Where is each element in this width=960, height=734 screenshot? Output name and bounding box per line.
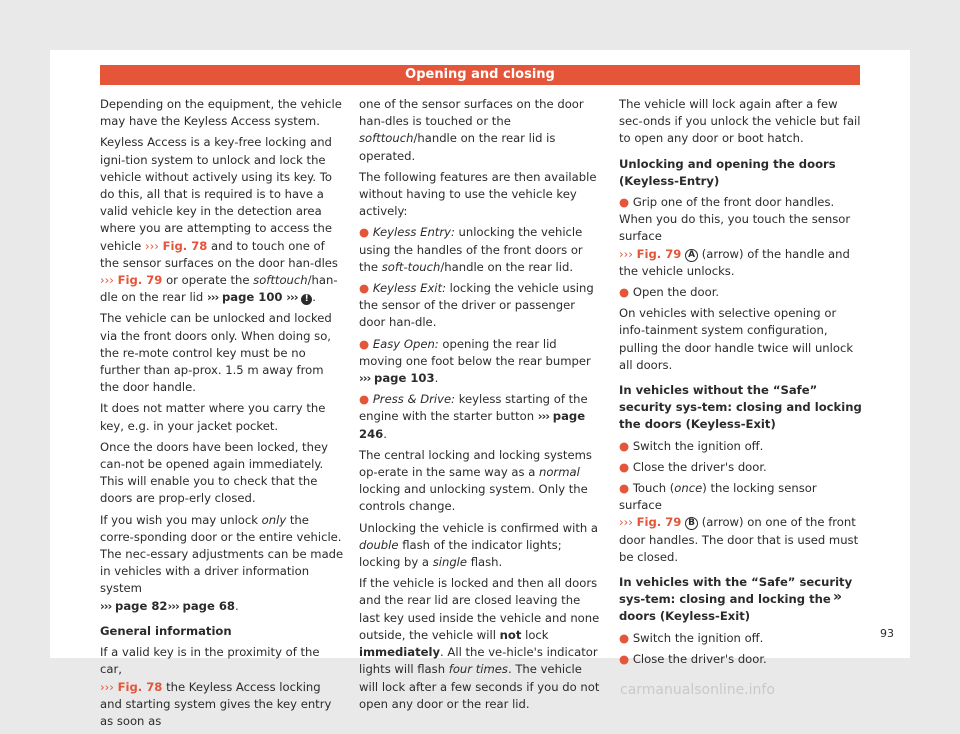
arrow-icon: ››› xyxy=(167,598,179,613)
list-item: ● Close the driver's door. xyxy=(619,459,767,474)
arrow-icon: ››› xyxy=(359,371,371,386)
list-item: ● Easy Open: opening the rear lid moving one foot below the rear bumper ››› page 103. xyxy=(359,336,591,386)
arrow-icon: ››› xyxy=(206,290,219,305)
column-3 xyxy=(619,96,863,672)
page-link[interactable]: page 246 xyxy=(359,409,586,441)
figure-link[interactable]: Fig. 78 xyxy=(117,679,163,694)
paragraph: The vehicle can be unlocked and locked via the front doors only. When doing so, the re-mote control key must be no further than ap-prox. 1.5 m away from the door handle. xyxy=(100,311,332,395)
bullet-icon: ● xyxy=(619,481,630,496)
arrow-icon: ››› xyxy=(619,246,633,261)
arrow-icon: ››› xyxy=(286,290,298,305)
page-number: 93 xyxy=(880,627,894,640)
list-item: ● Close the driver's door. xyxy=(619,651,767,666)
arrow-icon: ››› xyxy=(100,273,114,288)
column-2 xyxy=(359,96,603,717)
bullet-icon: ● xyxy=(359,281,370,296)
section-header xyxy=(100,65,860,85)
subheading: In vehicles with the “Safe” security sys-tem: closing and locking the doors (Keyless-Exit) xyxy=(619,575,853,624)
bullet-icon: ● xyxy=(619,195,630,210)
subheading: Unlocking and opening the doors (Keyless-Entry) xyxy=(619,156,836,188)
bullet-icon: ● xyxy=(619,630,630,645)
list-item: ● Press & Drive: keyless starting of the engine with the starter button ››› page 246. xyxy=(359,392,588,441)
bullet-icon: ● xyxy=(619,459,630,474)
page-link[interactable]: page 100 xyxy=(221,290,283,305)
bullet-icon: ● xyxy=(359,336,370,351)
arrow-icon: ››› xyxy=(100,598,112,613)
continued-icon: » xyxy=(833,589,843,605)
watermark: carmanualsonline.info xyxy=(620,682,775,698)
warning-icon: ! xyxy=(301,294,312,305)
paragraph: On vehicles with selective opening or info-tainment system configuration, pulling the door handle twice will unlock all doors. xyxy=(619,306,854,372)
list-item: ● Keyless Entry: unlocking the vehicle using the handles of the front doors or the soft-touch/handle on the rear lid. xyxy=(359,225,583,274)
arrow-icon: ››› xyxy=(537,409,550,424)
page-link[interactable]: page 68 xyxy=(182,598,235,613)
paragraph: Unlocking the vehicle is confirmed with a double flash of the indicator lights; locking by a single flash. xyxy=(359,520,599,570)
figure-link[interactable]: Fig. 79 xyxy=(636,246,682,261)
paragraph: one of the sensor surfaces on the door han-dles is touched or the softtouch/handle on the rear lid is operated. xyxy=(359,97,584,163)
paragraph: The central locking and locking systems op-erate in the same way as a normal locking and unlocking system. Only the controls change. xyxy=(359,447,592,514)
arrow-icon: ››› xyxy=(144,238,159,253)
paragraph: If the vehicle is locked and then all doors and the rear lid are closed leaving the last key used inside the vehicle and none outside, the vehicle will not lock immediately. All the ve-hicle's indicator lights will flash four times. The vehicle will lock after a few seconds if you do not open any door or the rear lid. xyxy=(359,576,600,711)
bullet-icon: ● xyxy=(619,285,630,300)
page-link[interactable]: page 103 xyxy=(374,371,435,386)
column-1 xyxy=(100,96,344,734)
bullet-icon: ● xyxy=(359,392,370,407)
figure-link[interactable]: Fig. 79 xyxy=(636,515,682,530)
page-link[interactable]: page 82 xyxy=(115,598,168,613)
figure-link[interactable]: Fig. 78 xyxy=(162,238,208,253)
subheading: General information xyxy=(100,623,232,638)
paragraph: Once the doors have been locked, they can-not be opened again immediately. This will enable you to check that the doors are prop-erly closed. xyxy=(100,439,328,506)
paragraph: If you wish you may unlock only the corre-sponding door or the entire vehicle. The nec-essary adjustments can be made in vehicles with a driver information system ››› page 82››› page 68. xyxy=(100,512,344,613)
paragraph: Depending on the equipment, the vehicle may have the Keyless Access system. xyxy=(100,97,342,129)
callout-b-icon: B xyxy=(685,517,698,530)
list-item: ● Open the door. xyxy=(619,285,720,300)
paragraph: If a valid key is in the proximity of the car, ››› Fig. 78 the Keyless Access locking and starting system gives the key entry as soon as xyxy=(100,645,332,728)
paragraph: Keyless Access is a key-free locking and igni-tion system to unlock and lock the vehicle without actively using its key. To do this, all that is required is to have a valid vehicle key in the detection area where you are attempting to access the vehicle ››› Fig. 78 and to touch one of the sensor surfaces on the door han-dles ››› Fig. 79 or operate the softtouch/han-dle on the rear lid ››› page 100 ››› ! . xyxy=(100,135,338,305)
list-item: ● Keyless Exit: locking the vehicle using the sensor of the driver or passenger door han-dle. xyxy=(359,281,594,330)
list-item: ● Switch the ignition off. xyxy=(619,630,764,645)
arrow-icon: ››› xyxy=(619,515,633,530)
paragraph: The following features are then available without having to use the vehicle key actively: xyxy=(359,169,597,219)
bullet-icon: ● xyxy=(619,438,630,453)
subheading: In vehicles without the “Safe” security sys-tem: closing and locking the doors (Keyless-Exit) xyxy=(619,383,862,432)
list-item: ● Grip one of the front door handles. When you do this, you touch the sensor surface ››› Fig. 79 A (arrow) of the handle and the vehicle unlocks. xyxy=(619,195,851,278)
bullet-icon: ● xyxy=(359,225,370,240)
paragraph: It does not matter where you carry the key, e.g. in your jacket pocket. xyxy=(100,401,326,433)
paragraph: The vehicle will lock again after a few sec-onds if you unlock the vehicle but fail to open any door or boot hatch. xyxy=(619,97,861,146)
list-item: ● Switch the ignition off. xyxy=(619,438,764,453)
figure-link[interactable]: Fig. 79 xyxy=(117,273,163,288)
arrow-icon: ››› xyxy=(100,679,114,694)
list-item: ● Touch (once) the locking sensor surface ››› Fig. 79 B (arrow) on one of the front door handles. The door that is used must be closed. xyxy=(619,481,859,564)
section-title: Opening and closing xyxy=(405,67,555,82)
bullet-icon: ● xyxy=(619,651,630,666)
callout-a-icon: A xyxy=(685,249,698,262)
